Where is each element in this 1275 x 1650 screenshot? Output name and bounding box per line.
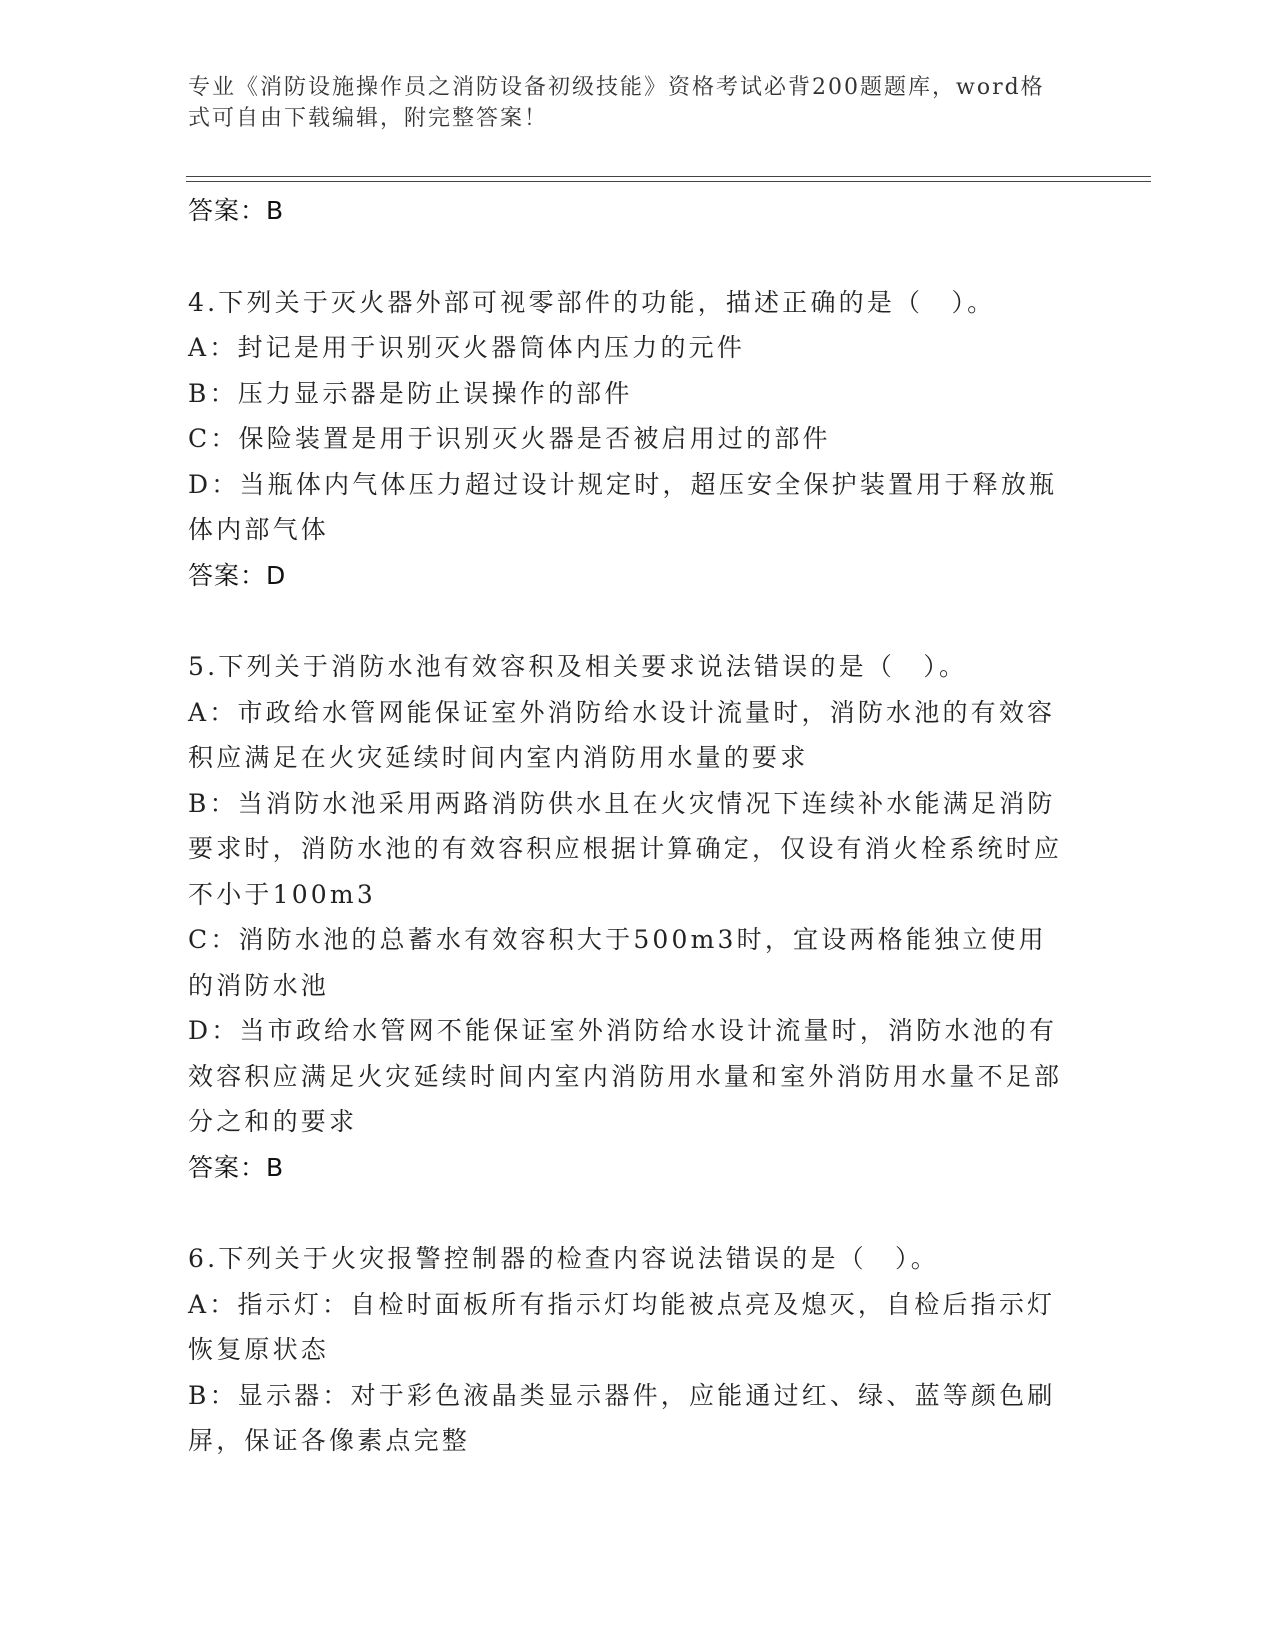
spacer <box>188 234 1068 280</box>
previous-answer: 答案：B <box>188 196 285 225</box>
question-6-option-a: A：指示灯：自检时面板所有指示灯均能被点亮及熄灭，自检后指示灯恢复原状态 <box>188 1289 1056 1364</box>
question-4-option-d: D：当瓶体内气体压力超过设计规定时，超压安全保护装置用于释放瓶体内部气体 <box>188 469 1058 544</box>
question-4-option-b: B：压力显示器是防止误操作的部件 <box>188 378 633 408</box>
question-5-option-d: D：当市政给水管网不能保证室外消防给水设计流量时，消防水池的有效容积应满足火灾延续时间内室内消防用水量和室外消防用水量不足部分之和的要求 <box>188 1016 1063 1136</box>
question-5-option-a: A：市政给水管网能保证室外消防给水设计流量时，消防水池的有效容积应满足在火灾延续时间内室内消防用水量的要求 <box>188 697 1056 772</box>
header-divider-bottom <box>186 181 1151 182</box>
question-5 <box>188 644 1068 1190</box>
spacer <box>188 1190 1068 1236</box>
question-4-option-a: A：封记是用于识别灭火器筒体内压力的元件 <box>188 333 746 362</box>
question-4-stem: 4.下列关于灭火器外部可视零部件的功能，描述正确的是（ ）。 <box>188 287 996 317</box>
question-content <box>188 188 1068 1464</box>
question-6 <box>188 1236 1068 1464</box>
question-4-answer: 答案：D <box>188 560 287 590</box>
question-6-option-b: B：显示器：对于彩色液晶类显示器件，应能通过红、绿、蓝等颜色刷屏，保证各像素点完整 <box>188 1380 1056 1455</box>
header-divider-top <box>186 176 1151 177</box>
document-header: 专业《消防设施操作员之消防设备初级技能》资格考试必背200题题库，word格式可自由下载编辑，附完整答案！ <box>188 75 1045 131</box>
question-5-option-c: C：消防水池的总蓄水有效容积大于500m3时，宜设两格能独立使用的消防水池 <box>188 925 1047 1000</box>
question-5-stem: 5.下列关于消防水池有效容积及相关要求说法错误的是（ ）。 <box>188 652 968 681</box>
question-5-answer: 答案：B <box>188 1152 285 1182</box>
question-4 <box>188 280 1068 599</box>
question-4-option-c: C：保险装置是用于识别灭火器是否被启用过的部件 <box>188 424 831 453</box>
question-6-stem: 6.下列关于火灾报警控制器的检查内容说法错误的是（ ）。 <box>188 1244 939 1273</box>
question-5-option-b: B：当消防水池采用两路消防供水且在火灾情况下连续补水能满足消防要求时，消防水池的有效容积应根据计算确定，仅设有消火栓系统时应不小于100m3 <box>188 788 1063 909</box>
spacer <box>188 598 1068 644</box>
